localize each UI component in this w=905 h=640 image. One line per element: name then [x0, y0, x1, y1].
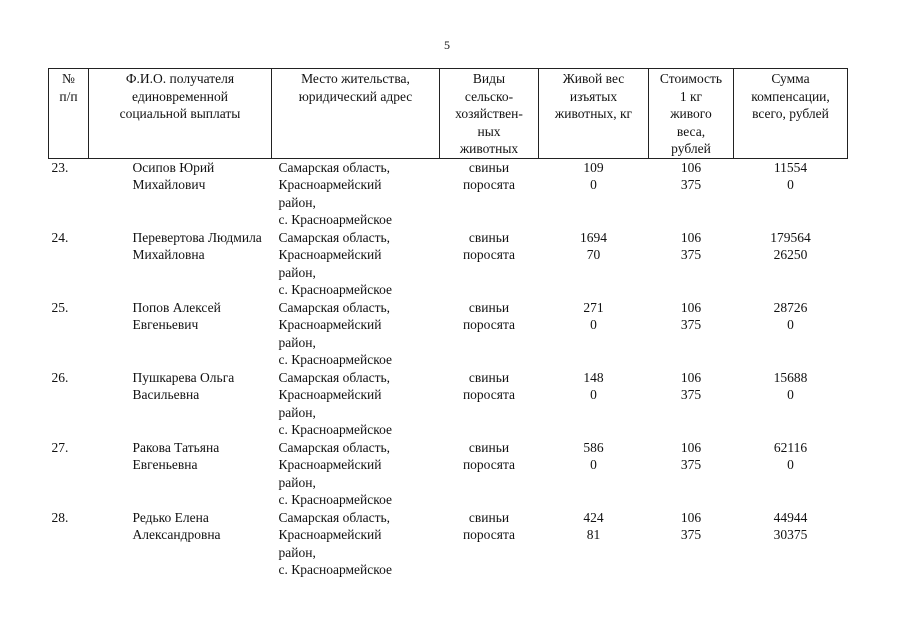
text-line: свиньи	[468, 369, 510, 385]
text-line: 106	[680, 299, 702, 315]
header-num	[49, 69, 89, 159]
text-line: с. Красноармейское	[278, 352, 393, 367]
text-line: Перевертова Людмила	[132, 229, 262, 245]
text-line: 1694	[580, 229, 607, 245]
text-line: животных, кг	[554, 106, 633, 121]
cell-weight	[539, 299, 649, 369]
text-line: 106	[680, 159, 702, 175]
cell-num: 26.	[51, 369, 69, 385]
text-line: 15688	[773, 369, 808, 385]
cell-weight	[539, 509, 649, 579]
text-line: живого	[670, 106, 712, 121]
cell-sum	[734, 229, 848, 299]
text-line: сельско-	[464, 88, 514, 104]
text-line: 179564	[770, 229, 811, 245]
text-line: 0	[787, 387, 794, 402]
header-sum	[734, 69, 848, 159]
text-line: 106	[680, 509, 702, 525]
text-line: Осипов Юрий	[132, 159, 215, 175]
header-address	[272, 69, 440, 159]
text-line: рублей	[671, 141, 711, 156]
text-line: Ф.И.О. получателя	[125, 71, 235, 86]
text-line: поросята	[462, 247, 516, 262]
text-line: 375	[680, 457, 702, 472]
cell-price	[649, 369, 734, 439]
cell-num: 23.	[51, 159, 69, 175]
text-line: 375	[680, 387, 702, 402]
table-row	[49, 299, 848, 369]
text-line: с. Красноармейское	[278, 422, 393, 437]
text-line: Красноармейский	[278, 317, 382, 332]
text-line: Евгеньевна	[132, 457, 198, 472]
text-line: всего, рублей	[752, 106, 829, 121]
text-line: поросята	[462, 317, 516, 332]
text-line: свиньи	[468, 509, 510, 525]
cell-address	[272, 299, 440, 369]
text-line: с. Красноармейское	[278, 282, 393, 297]
cell-address	[272, 158, 440, 229]
header-weight	[539, 69, 649, 159]
text-line: поросята	[462, 387, 516, 402]
text-line: Самарская область,	[278, 159, 391, 175]
text-line: 375	[680, 177, 702, 192]
table-row	[49, 439, 848, 509]
text-line: с. Красноармейское	[278, 562, 393, 577]
text-line: 375	[680, 317, 702, 332]
text-line: веса,	[676, 123, 706, 139]
text-line: Красноармейский	[278, 177, 382, 192]
text-line: единовременной	[132, 88, 228, 104]
cell-weight	[539, 369, 649, 439]
text-line: ных	[477, 123, 501, 139]
text-line: 44944	[773, 509, 808, 525]
text-line: Самарская область,	[278, 439, 391, 455]
cell-price	[649, 299, 734, 369]
text-line: 106	[680, 369, 702, 385]
text-line: поросята	[462, 527, 516, 542]
text-line: Михайлович	[132, 177, 206, 192]
cell-name	[89, 439, 272, 509]
page-number: 5	[444, 38, 450, 52]
text-line: 81	[586, 527, 601, 542]
text-line: 0	[590, 177, 597, 192]
text-line: район,	[278, 194, 316, 210]
cell-kinds	[440, 299, 539, 369]
cell-price	[649, 509, 734, 579]
header-kinds	[440, 69, 539, 159]
cell-address	[272, 439, 440, 509]
text-line: Михайловна	[132, 247, 205, 262]
cell-name	[89, 229, 272, 299]
text-line: Ракова Татьяна	[132, 439, 220, 455]
cell-kinds	[440, 509, 539, 579]
text-line: свиньи	[468, 159, 510, 175]
table-row	[49, 158, 848, 229]
text-line: район,	[278, 474, 316, 490]
table-row	[49, 369, 848, 439]
cell-address	[272, 369, 440, 439]
cell-sum	[734, 439, 848, 509]
cell-kinds	[440, 439, 539, 509]
text-line: Виды	[472, 71, 506, 86]
text-line: Место жительства,	[301, 71, 410, 86]
cell-sum	[734, 299, 848, 369]
text-line: 109	[583, 159, 604, 175]
cell-name	[89, 509, 272, 579]
text-line: 1 кг	[679, 88, 703, 104]
text-line: 0	[590, 457, 597, 472]
cell-price	[649, 229, 734, 299]
text-line: 271	[583, 299, 604, 315]
cell-name	[89, 158, 272, 229]
table-row	[49, 509, 848, 579]
cell-kinds	[440, 229, 539, 299]
text-line: 106	[680, 439, 702, 455]
cell-weight	[539, 439, 649, 509]
text-line: Васильевна	[132, 387, 200, 402]
cell-num: 27.	[51, 439, 69, 455]
text-line: 0	[787, 317, 794, 332]
text-line: Живой вес	[562, 71, 625, 86]
text-line: Красноармейский	[278, 527, 382, 542]
text-line: с. Красноармейское	[278, 492, 393, 507]
text-line: Сумма	[771, 71, 810, 86]
text-line: Пушкарева Ольга	[132, 369, 235, 385]
cell-price	[649, 158, 734, 229]
text-line: Александровна	[132, 527, 221, 542]
text-line: 0	[590, 387, 597, 402]
text-line: район,	[278, 404, 316, 420]
cell-sum	[734, 158, 848, 229]
text-line: изъятых	[569, 88, 618, 104]
text-line: 424	[583, 509, 604, 525]
text-line: социальной выплаты	[119, 106, 241, 121]
text-line: свиньи	[468, 229, 510, 245]
header-row	[49, 69, 848, 159]
cell-num: 28.	[51, 509, 69, 525]
text-line: Самарская область,	[278, 509, 391, 525]
text-line: 26250	[773, 247, 808, 262]
table-row	[49, 229, 848, 299]
text-line: юридический адрес	[298, 88, 413, 104]
cell-price	[649, 439, 734, 509]
cell-num: 24.	[51, 229, 69, 245]
text-line: 28726	[773, 299, 808, 315]
text-line: район,	[278, 264, 316, 280]
text-line: Красноармейский	[278, 247, 382, 262]
text-line: 148	[583, 369, 604, 385]
text-line: район,	[278, 544, 316, 560]
text-line: с. Красноармейское	[278, 212, 393, 227]
text-line: животных	[459, 141, 519, 156]
text-line: свиньи	[468, 439, 510, 455]
text-line: компенсации,	[751, 88, 830, 104]
text-line: Самарская область,	[278, 369, 391, 385]
cell-sum	[734, 509, 848, 579]
text-line: №	[62, 71, 75, 86]
text-line: 11554	[773, 159, 808, 175]
text-line: поросята	[462, 177, 516, 192]
text-line: хозяйствен-	[455, 106, 523, 121]
cell-sum	[734, 369, 848, 439]
header-name	[89, 69, 272, 159]
text-line: 30375	[773, 527, 808, 542]
text-line: район,	[278, 334, 316, 350]
text-line: Красноармейский	[278, 457, 382, 472]
text-line: поросята	[462, 457, 516, 472]
text-line: 62116	[773, 439, 808, 455]
text-line: Красноармейский	[278, 387, 382, 402]
text-line: п/п	[59, 88, 78, 104]
cell-kinds	[440, 369, 539, 439]
cell-address	[272, 509, 440, 579]
text-line: Стоимость	[659, 71, 723, 86]
text-line: Редько Елена	[132, 509, 209, 525]
compensation-table	[48, 68, 848, 579]
text-line: 106	[680, 229, 702, 245]
text-line: 70	[586, 247, 601, 262]
text-line: свиньи	[468, 299, 510, 315]
text-line: 0	[590, 317, 597, 332]
table-body	[49, 158, 848, 579]
cell-weight	[539, 158, 649, 229]
cell-address	[272, 229, 440, 299]
cell-weight	[539, 229, 649, 299]
text-line: 0	[787, 177, 794, 192]
header-price	[649, 69, 734, 159]
cell-name	[89, 299, 272, 369]
cell-num: 25.	[51, 299, 69, 315]
text-line: Попов Алексей	[132, 299, 221, 315]
text-line: Самарская область,	[278, 299, 391, 315]
cell-kinds	[440, 158, 539, 229]
text-line: 0	[787, 457, 794, 472]
text-line: 375	[680, 247, 702, 262]
text-line: Самарская область,	[278, 229, 391, 245]
text-line: 586	[583, 439, 604, 455]
cell-name	[89, 369, 272, 439]
text-line: 375	[680, 527, 702, 542]
text-line: Евгеньевич	[132, 317, 199, 332]
